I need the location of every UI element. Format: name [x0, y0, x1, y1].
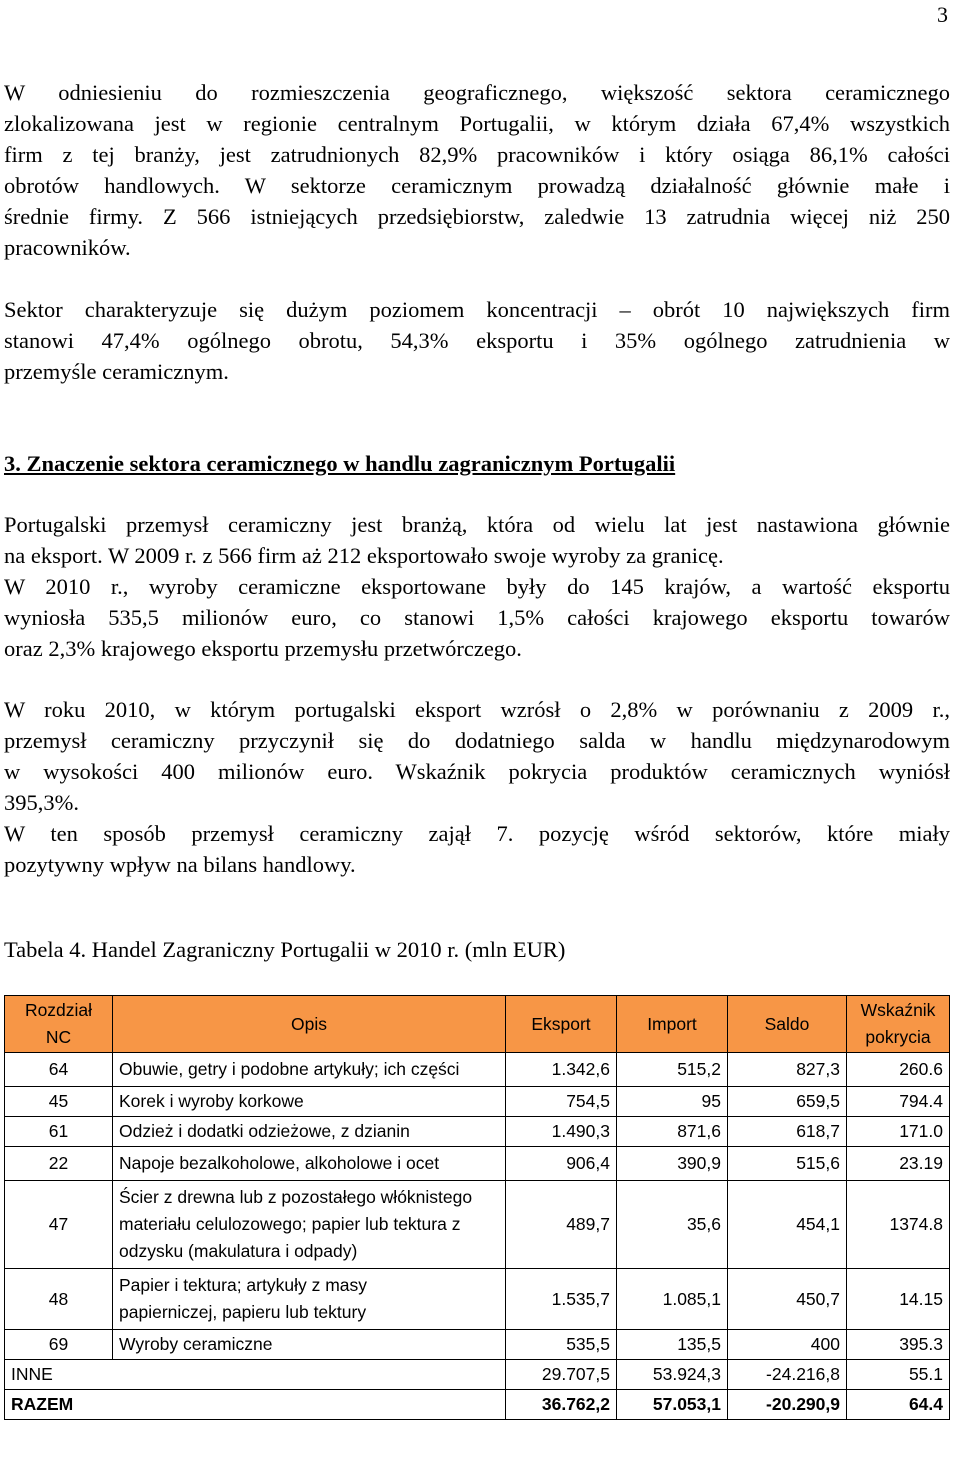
cell-ratio: 171.0	[847, 1117, 950, 1147]
cell-desc	[113, 1053, 506, 1087]
paragraph-trade-balance	[4, 694, 950, 880]
page-number: 3	[937, 2, 948, 27]
header-desc: Opis	[113, 996, 506, 1053]
text-line: oraz 2,3% krajowego eksportu przemysłu przetwórczego.	[4, 636, 522, 661]
cell-balance: -20.290,9	[728, 1390, 847, 1420]
cell-balance: 454,1	[728, 1181, 847, 1269]
text-line: stanowi 47,4% ogólnego obrotu, 54,3% eksportu i 35% ogólnego zatrudnienia w	[4, 328, 950, 353]
cell-label: INNE	[5, 1360, 506, 1390]
cell-balance: -24.216,8	[728, 1360, 847, 1390]
text-line: na eksport. W 2009 r. z 566 firm aż 212 eksportowało swoje wyroby za granicę.	[4, 543, 724, 568]
section-heading: 3. Znaczenie sektora ceramicznego w handlu zagranicznym Portugalii	[4, 451, 676, 476]
cell-code: 22	[5, 1147, 113, 1181]
table-row	[5, 1117, 950, 1147]
text-line: obrotów handlowych. W sektorze ceramicznym prowadzą działalność głównie małe i	[4, 173, 950, 198]
cell-desc: Wyroby ceramiczne	[113, 1330, 506, 1360]
table-row	[5, 1269, 950, 1330]
text-line: W 2010 r., wyroby ceramiczne eksportowane były do 145 krajów, a wartość eksportu	[4, 574, 950, 599]
table-row	[5, 1087, 950, 1117]
cell-balance: 400	[728, 1330, 847, 1360]
cell-code: 64	[5, 1053, 113, 1087]
text-line: pozytywny wpływ na bilans handlowy.	[4, 852, 356, 877]
text-line: pracowników.	[4, 235, 131, 260]
text-line: firm z tej branży, jest zatrudnionych 82,9% pracowników i który osiąga 86,1% całości	[4, 142, 950, 167]
cell-label: RAZEM	[5, 1390, 506, 1420]
table-row-other	[5, 1360, 950, 1390]
cell-desc-text: Napoje bezalkoholowe, alkoholowe i ocet	[119, 1153, 440, 1173]
header-import: Import	[617, 996, 728, 1053]
table-row	[5, 1053, 950, 1087]
cell-export: 906,4	[506, 1147, 617, 1181]
cell-import: 135,5	[617, 1330, 728, 1360]
text-line: średnie firmy. Z 566 istniejących przedsiębiorstw, zaledwie 13 zatrudnia więcej niż 250	[4, 204, 950, 229]
cell-ratio: 64.4	[847, 1390, 950, 1420]
table-header-row	[5, 996, 950, 1053]
cell-balance: 450,7	[728, 1269, 847, 1330]
text-line: wyniosła 535,5 milionów euro, co stanowi 1,5% całości krajowego eksportu towarów	[4, 605, 950, 630]
table-caption: Tabela 4. Handel Zagraniczny Portugalii w 2010 r. (mln EUR)	[4, 937, 566, 962]
header-balance: Saldo	[728, 996, 847, 1053]
cell-export: 535,5	[506, 1330, 617, 1360]
cell-ratio: 14.15	[847, 1269, 950, 1330]
cell-desc-text: Ścier z drewna lub z pozostałego włóknistego materiału celulozowego; papier lub tektura z odzysku (makulatura i odpady)	[119, 1187, 473, 1261]
cell-desc	[113, 1181, 506, 1269]
cell-balance: 618,7	[728, 1117, 847, 1147]
cell-import: 390,9	[617, 1147, 728, 1181]
text-line: przemysł ceramiczny przyczynił się do dodatniego salda w handlu międzynarodowym	[4, 728, 950, 753]
cell-balance: 515,6	[728, 1147, 847, 1181]
text-line: w wysokości 400 milionów euro. Wskaźnik pokrycia produktów ceramicznych wyniósł	[4, 759, 950, 784]
cell-desc-text: Papier i tektura; artykuły z masy papierniczej, papieru lub tektury	[119, 1275, 367, 1322]
cell-export: 489,7	[506, 1181, 617, 1269]
cell-ratio: 395.3	[847, 1330, 950, 1360]
cell-code: 61	[5, 1117, 113, 1147]
header-export: Eksport	[506, 996, 617, 1053]
cell-balance: 659,5	[728, 1087, 847, 1117]
cell-export: 29.707,5	[506, 1360, 617, 1390]
text-line: przemyśle ceramicznym.	[4, 359, 229, 384]
paragraph-concentration	[4, 294, 950, 387]
text-line: zlokalizowana jest w regionie centralnym Portugalii, w którym działa 67,4% wszystkich	[4, 111, 950, 136]
cell-ratio: 23.19	[847, 1147, 950, 1181]
cell-import: 53.924,3	[617, 1360, 728, 1390]
cell-desc: Odzież i dodatki odzieżowe, z dzianin	[113, 1117, 506, 1147]
cell-ratio: 55.1	[847, 1360, 950, 1390]
cell-code: 47	[5, 1181, 113, 1269]
header-ratio: Wskaźnik pokrycia	[847, 996, 950, 1053]
cell-export: 1.535,7	[506, 1269, 617, 1330]
cell-balance: 827,3	[728, 1053, 847, 1087]
cell-import: 515,2	[617, 1053, 728, 1087]
cell-code: 45	[5, 1087, 113, 1117]
cell-export: 754,5	[506, 1087, 617, 1117]
text-line: W odniesieniu do rozmieszczenia geograficznego, większość sektora ceramicznego	[4, 80, 950, 105]
table-row	[5, 1147, 950, 1181]
paragraph-geography	[4, 77, 950, 263]
cell-import: 871,6	[617, 1117, 728, 1147]
header-code: Rozdział NC	[5, 996, 113, 1053]
trade-table	[4, 995, 950, 1420]
cell-ratio: 260.6	[847, 1053, 950, 1087]
cell-export: 1.490,3	[506, 1117, 617, 1147]
cell-import: 1.085,1	[617, 1269, 728, 1330]
cell-import: 35,6	[617, 1181, 728, 1269]
paragraph-export	[4, 509, 950, 664]
text-line: W roku 2010, w którym portugalski eksport wzrósł o 2,8% w porównaniu z 2009 r.,	[4, 697, 950, 722]
table-row	[5, 1330, 950, 1360]
text-line: 395,3%.	[4, 790, 79, 815]
table-row	[5, 1181, 950, 1269]
cell-import: 95	[617, 1087, 728, 1117]
cell-import: 57.053,1	[617, 1390, 728, 1420]
cell-code: 48	[5, 1269, 113, 1330]
cell-code: 69	[5, 1330, 113, 1360]
table-row-total	[5, 1390, 950, 1420]
text-line: Portugalski przemysł ceramiczny jest branżą, która od wielu lat jest nastawiona głównie	[4, 512, 950, 537]
text-line: W ten sposób przemysł ceramiczny zajął 7. pozycję wśród sektorów, które miały	[4, 821, 950, 846]
cell-desc: Korek i wyroby korkowe	[113, 1087, 506, 1117]
cell-desc-text: Obuwie, getry i podobne artykuły; ich części	[119, 1059, 460, 1079]
cell-desc	[113, 1147, 506, 1181]
text-line: Sektor charakteryzuje się dużym poziomem koncentracji – obrót 10 największych firm	[4, 297, 950, 322]
cell-ratio: 1374.8	[847, 1181, 950, 1269]
cell-desc	[113, 1269, 506, 1330]
cell-export: 36.762,2	[506, 1390, 617, 1420]
cell-export: 1.342,6	[506, 1053, 617, 1087]
cell-ratio: 794.4	[847, 1087, 950, 1117]
